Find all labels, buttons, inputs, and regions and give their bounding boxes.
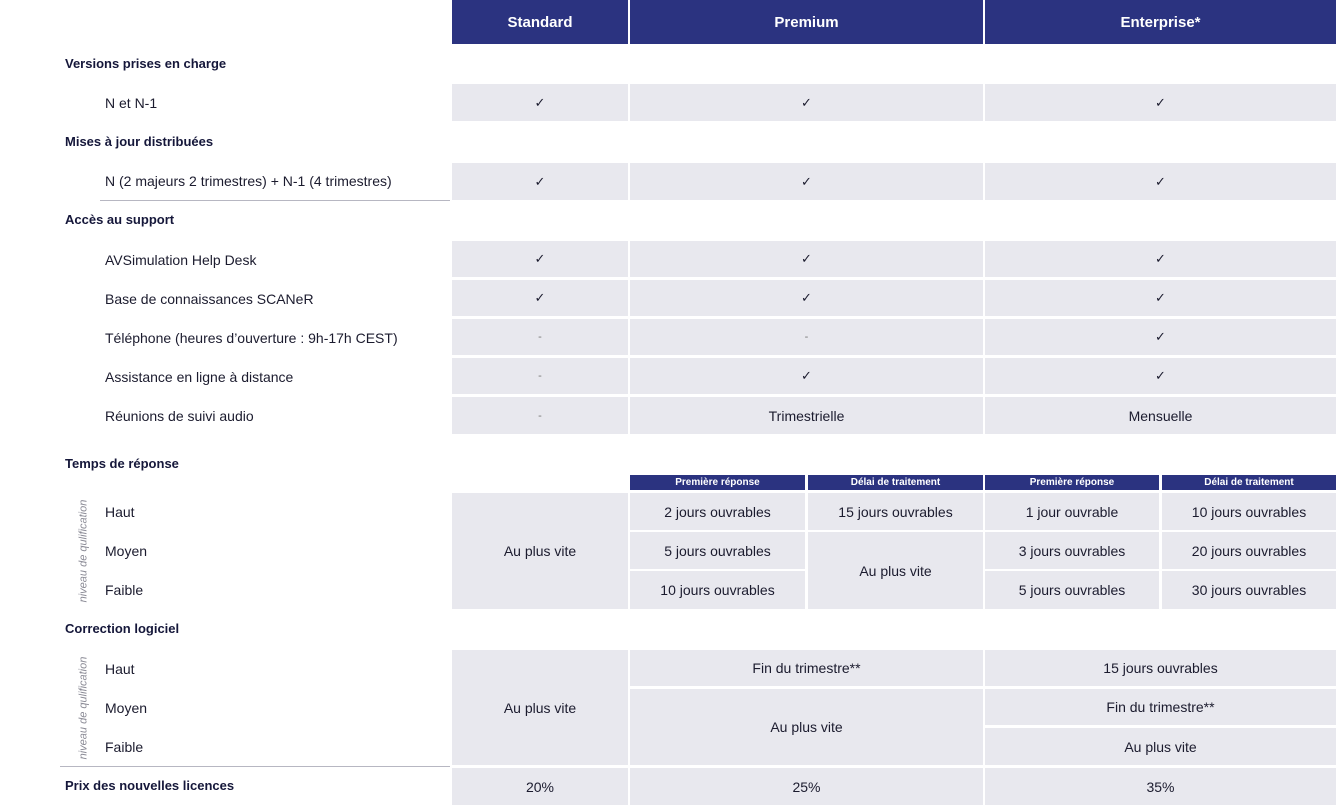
correction-enterprise-medium: Fin du trimestre** [985, 689, 1336, 725]
section-versions: Versions prises en charge [65, 56, 227, 71]
response-enterprise-first-medium: 3 jours ouvrables [985, 532, 1159, 569]
row-label-meetings: Réunions de suivi audio [105, 408, 254, 424]
row-label-helpdesk: AVSimulation Help Desk [105, 252, 257, 268]
cell-updates-standard: ✓ [452, 163, 628, 200]
section-support: Accès au support [65, 212, 175, 227]
correction-standard: Au plus vite [452, 650, 628, 765]
response-enterprise-first-low: 5 jours ouvrables [985, 571, 1159, 609]
subheader-enterprise-first: Première réponse [985, 475, 1159, 490]
section-price: Prix des nouvelles licences [65, 778, 235, 793]
response-level-high: Haut [105, 504, 135, 520]
price-premium: 25% [630, 768, 983, 805]
cell-meetings-enterprise: Mensuelle [985, 397, 1336, 434]
header-enterprise-label: Enterprise* [1120, 13, 1201, 31]
response-enterprise-processing-high: 10 jours ouvrables [1162, 493, 1336, 530]
correction-enterprise-high: 15 jours ouvrables [985, 650, 1336, 686]
cell-phone-premium: - [630, 319, 983, 355]
response-enterprise-processing-low: 30 jours ouvrables [1162, 571, 1336, 609]
row-label-updates: N (2 majeurs 2 trimestres) + N-1 (4 trimestres) [105, 173, 392, 189]
row-label-phone: Téléphone (heures d’ouverture : 9h-17h CEST) [105, 330, 398, 346]
cell-meetings-standard: - [452, 397, 628, 434]
cell-remote-enterprise: ✓ [985, 358, 1336, 394]
correction-level-high: Haut [105, 661, 135, 677]
section-response: Temps de réponse [65, 456, 179, 471]
cell-kb-enterprise: ✓ [985, 280, 1336, 316]
qualification-label-correction: niveau de qulification [77, 656, 90, 760]
correction-premium-rest: Au plus vite [630, 689, 983, 765]
cell-meetings-premium: Trimestrielle [630, 397, 983, 434]
cell-kb-premium: ✓ [630, 280, 983, 316]
header-standard-label: Standard [507, 13, 573, 31]
cell-versions-enterprise: ✓ [985, 84, 1336, 121]
cell-helpdesk-enterprise: ✓ [985, 241, 1336, 277]
subheader-premium-processing: Délai de traitement [808, 475, 983, 490]
correction-level-medium: Moyen [105, 700, 148, 716]
cell-updates-premium: ✓ [630, 163, 983, 200]
correction-level-low: Faible [105, 739, 144, 755]
response-level-low: Faible [105, 582, 144, 598]
subheader-premium-first: Première réponse [630, 475, 805, 490]
cell-helpdesk-premium: ✓ [630, 241, 983, 277]
cell-remote-premium: ✓ [630, 358, 983, 394]
response-enterprise-first-high: 1 jour ouvrable [985, 493, 1159, 530]
response-enterprise-processing-medium: 20 jours ouvrables [1162, 532, 1336, 569]
section-updates: Mises à jour distribuées [65, 134, 214, 149]
cell-phone-enterprise: ✓ [985, 319, 1336, 355]
price-standard: 20% [452, 768, 628, 805]
response-premium-processing-rest: Au plus vite [808, 532, 983, 609]
cell-versions-standard: ✓ [452, 84, 628, 121]
response-premium-first-high: 2 jours ouvrables [630, 493, 805, 530]
header-standard [452, 0, 628, 44]
row-label-kb: Base de connaissances SCANeR [105, 291, 314, 307]
cell-kb-standard: ✓ [452, 280, 628, 316]
cell-updates-enterprise: ✓ [985, 163, 1336, 200]
cell-phone-standard: - [452, 319, 628, 355]
header-premium-label: Premium [774, 13, 839, 31]
response-premium-first-medium: 5 jours ouvrables [630, 532, 805, 569]
subheader-enterprise-processing: Délai de traitement [1162, 475, 1336, 490]
response-standard: Au plus vite [452, 493, 628, 609]
row-label-versions: N et N-1 [105, 95, 158, 111]
response-premium-first-low: 10 jours ouvrables [630, 571, 805, 609]
response-premium-processing-high: 15 jours ouvrables [808, 493, 983, 530]
section-correction: Correction logiciel [65, 621, 180, 636]
header-enterprise [985, 0, 1336, 44]
row-label-remote: Assistance en ligne à distance [105, 369, 294, 385]
price-divider [60, 766, 450, 767]
price-enterprise: 35% [985, 768, 1336, 805]
qualification-label-response: niveau de qulification [77, 499, 90, 603]
correction-enterprise-low: Au plus vite [985, 728, 1336, 765]
row-divider [100, 200, 450, 201]
cell-helpdesk-standard: ✓ [452, 241, 628, 277]
response-level-medium: Moyen [105, 543, 148, 559]
cell-remote-standard: - [452, 358, 628, 394]
header-premium [630, 0, 983, 44]
cell-versions-premium: ✓ [630, 84, 983, 121]
correction-premium-high: Fin du trimestre** [630, 650, 983, 686]
